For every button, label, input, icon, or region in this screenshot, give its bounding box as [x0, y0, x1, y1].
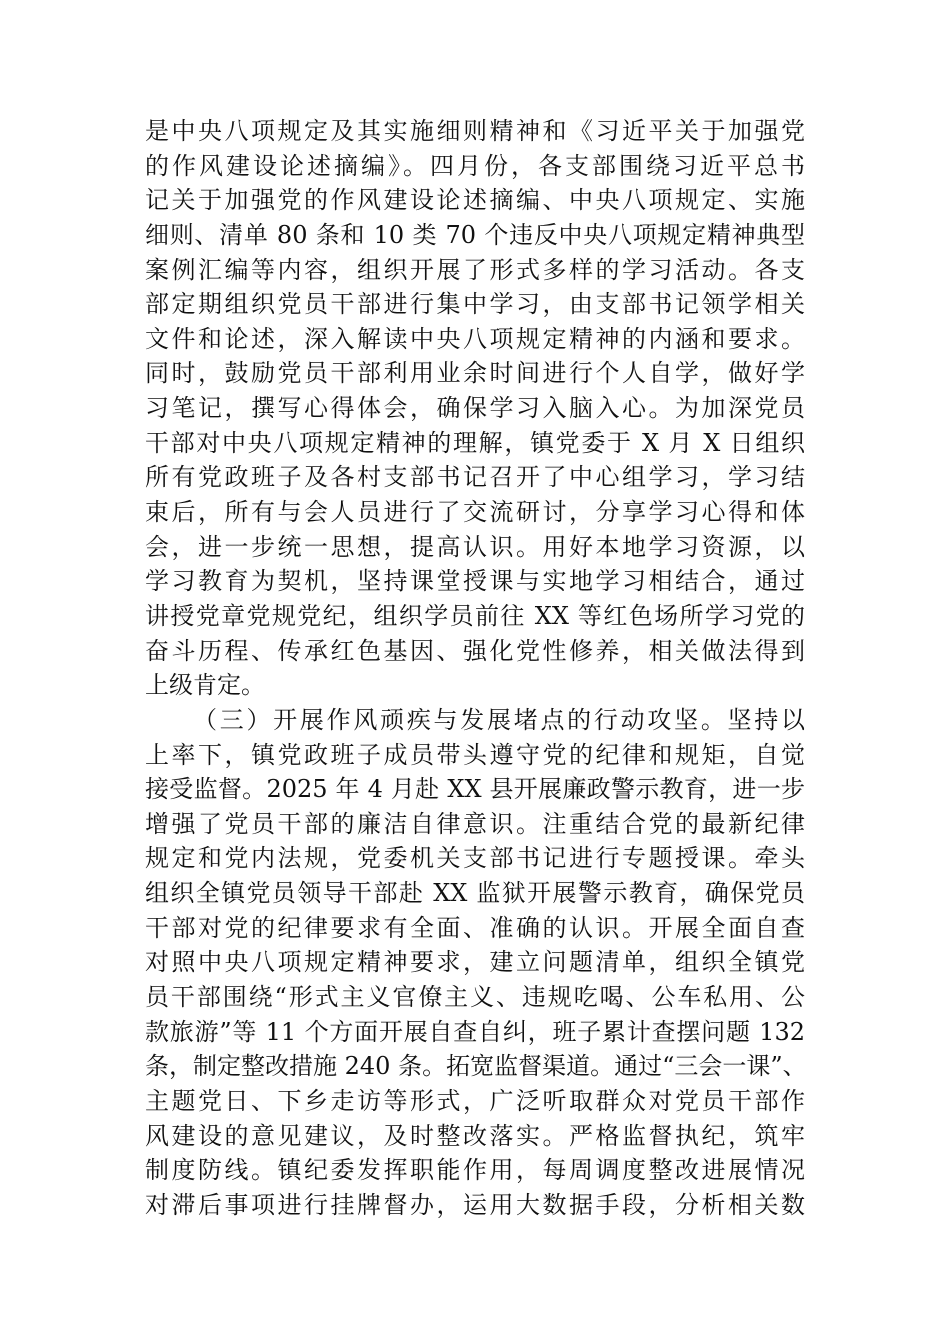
text-line: 同时，鼓励党员干部利用业余时间进行个人自学，做好学: [145, 359, 805, 388]
text-line: 对照中央八项规定精神要求，建立问题清单，组织全镇党: [145, 948, 805, 977]
text-line: 制度防线。镇纪委发挥职能作用，每周调度整改进展情况: [145, 1156, 805, 1185]
text-line: 款旅游”等 11 个方面开展自查自纠，班子累计查摆问题 132: [145, 1017, 805, 1046]
text-line: 细则、清单 80 条和 10 类 70 个违反中央八项规定精神典型: [145, 220, 805, 249]
text-line: 增强了党员干部的廉洁自律意识。注重结合党的最新纪律: [145, 809, 805, 838]
section-heading-line: （三）开展作风顽疾与发展堵点的行动攻坚。坚持以: [193, 705, 805, 734]
text-line: 主题党日、下乡走访等形式，广泛听取群众对党员干部作: [145, 1086, 805, 1115]
text-line: 学习教育为契机，坚持课堂授课与实地学习相结合，通过: [145, 567, 805, 596]
text-line: 文件和论述，深入解读中央八项规定精神的内涵和要求。: [145, 324, 805, 353]
text-line: 案例汇编等内容，组织开展了形式多样的学习活动。各支: [145, 255, 805, 284]
text-line: 组织全镇党员领导干部赴 XX 监狱开展警示教育，确保党员: [145, 879, 805, 908]
text-line: 的作风建设论述摘编》。四月份，各支部围绕习近平总书: [145, 151, 805, 180]
text-line: 记关于加强党的作风建设论述摘编、中央八项规定、实施: [145, 186, 805, 215]
text-line: 部定期组织党员干部进行集中学习，由支部书记领学相关: [145, 290, 805, 319]
text-line: 习笔记，撰写心得体会，确保学习入脑入心。为加深党员: [145, 394, 805, 423]
text-line: 上级肯定。: [145, 671, 265, 700]
text-line: 风建设的意见建议，及时整改落实。严格监督执纪，筑牢: [145, 1121, 805, 1150]
text-line: 奋斗历程、传承红色基因、强化党性修养，相关做法得到: [145, 636, 805, 665]
text-line: 会，进一步统一思想，提高认识。用好本地学习资源，以: [145, 532, 805, 561]
text-line: 所有党政班子及各村支部书记召开了中心组学习，学习结: [145, 463, 805, 492]
text-line: 束后，所有与会人员进行了交流研讨，分享学习心得和体: [145, 498, 805, 527]
text-line: 条，制定整改措施 240 条。拓宽监督渠道。通过“三会一课”、: [145, 1052, 807, 1081]
body-text: [145, 114, 805, 1223]
text-line: 接受监督。2025 年 4 月赴 XX 县开展廉政警示教育，进一步: [145, 775, 805, 804]
text-line: 规定和党内法规，党委机关支部书记进行专题授课。牵头: [145, 844, 805, 873]
text-line: 干部对党的纪律要求有全面、准确的认识。开展全面自查: [145, 913, 805, 942]
text-line: 上率下，镇党政班子成员带头遵守党的纪律和规矩，自觉: [145, 740, 805, 769]
text-line: 对滞后事项进行挂牌督办，运用大数据手段，分析相关数: [145, 1190, 805, 1219]
text-line: 是中央八项规定及其实施细则精神和《习近平关于加强党: [145, 117, 805, 145]
text-line: 员干部围绕“形式主义官僚主义、违规吃喝、公车私用、公: [145, 983, 805, 1012]
text-line: 讲授党章党规党纪，组织学员前往 XX 等红色场所学习党的: [145, 601, 805, 630]
text-line: 干部对中央八项规定精神的理解，镇党委于 X 月 X 日组织: [145, 428, 805, 457]
